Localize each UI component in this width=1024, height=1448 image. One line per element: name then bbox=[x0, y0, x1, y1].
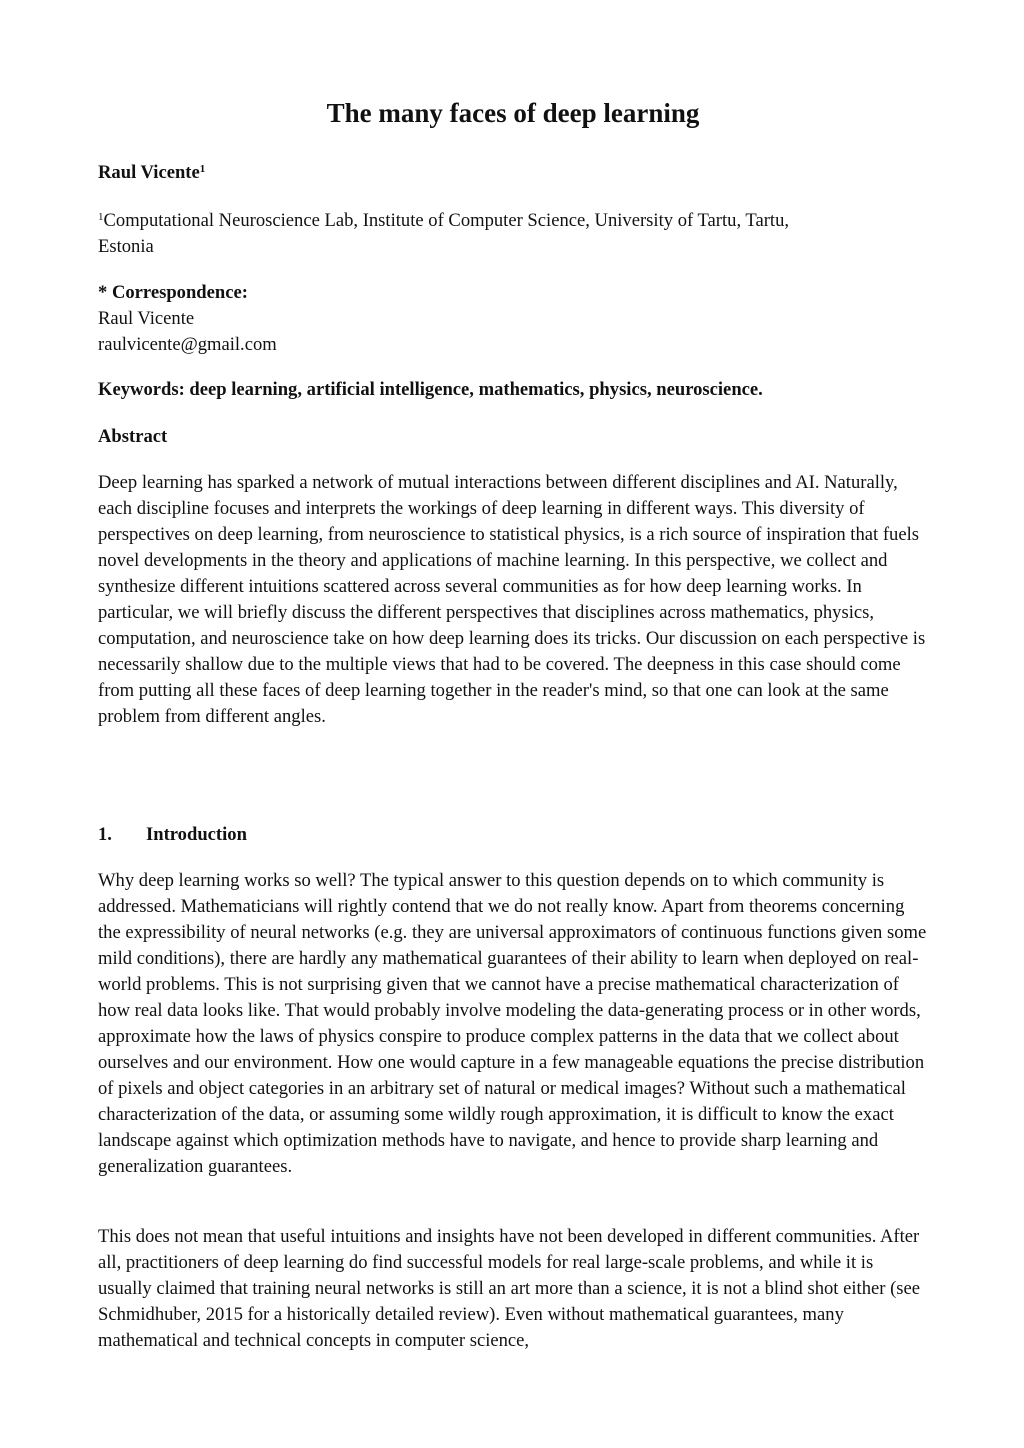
section-number: 1. bbox=[98, 824, 112, 845]
abstract-heading: Abstract bbox=[98, 426, 168, 447]
introduction-paragraph-2: This does not mean that useful intuitions and insights have not been developed in different communities. After all, practitioners of deep learning do find successful models for real large-scale problems, and while it is usually claimed that training neural networks is still an art more than a science, it is not a blind shot either (see Schmidhuber, 2015 for a historically detailed review). Even without mathematical guarantees, many mathematical and technical concepts in computer science, bbox=[98, 1226, 921, 1351]
affiliation bbox=[98, 208, 928, 260]
affiliation-line2: Estonia bbox=[98, 236, 154, 257]
paper-title: The many faces of deep learning bbox=[326, 98, 700, 128]
correspondence-email: raulvicente@gmail.com bbox=[98, 334, 277, 355]
correspondence-heading: * Correspondence: bbox=[98, 282, 248, 303]
section-title: Introduction bbox=[146, 824, 247, 845]
keywords: Keywords: deep learning, artificial intelligence, mathematics, physics, neuroscience. bbox=[98, 379, 763, 400]
introduction-paragraph-1: Why deep learning works so well? The typical answer to this question depends on to which community is addressed. Mathematicians will rightly contend that we do not really know. Apart from theorems concerning the expressibility of neural networks (e.g. they are universal approximators of continuous functions given some mild conditions), there are hardly any mathematical guarantees of their ability to learn when deployed on real-world problems. This is not surprising given that we cannot have a precise mathematical characterization of how real data looks like. That would probably involve modeling the data-generating process or in other words, approximate how the laws of physics conspire to produce complex patterns in the data that we collect about ourselves and our environment. How one would capture in a few manageable equations the precise distribution of pixels and object categories in an arbitrary set of natural or medical images? Without such a mathematical characterization of the data, or assuming some wildly rough approximation, it is difficult to know the exact landscape against which optimization methods have to navigate, and hence to provide sharp learning and generalization guarantees. bbox=[98, 870, 927, 1177]
correspondence bbox=[98, 280, 928, 358]
affiliation-marker: 1 bbox=[98, 211, 104, 223]
correspondence-name: Raul Vicente bbox=[98, 308, 195, 329]
abstract-text: Deep learning has sparked a network of mutual interactions between different disciplines and AI. Naturally, each discipline focuses and interprets the workings of deep learning in different ways. This diversity of perspectives on deep learning, from neuroscience to statistical physics, is a rich source of inspiration that fuels novel developments in the theory and applications of machine learning. In this perspective, we collect and synthesize different intuitions scattered across several communities as for how deep learning works. In particular, we will briefly discuss the different perspectives that disciplines across mathematics, physics, computation, and neuroscience take on how deep learning does its tricks. Our discussion on each perspective is necessarily shallow due to the multiple views that had to be covered. The deepness in this case should come from putting all these faces of deep learning together in the reader's mind, so that one can look at the same problem from different angles. bbox=[98, 472, 926, 727]
section-heading-introduction bbox=[98, 822, 247, 848]
author-affiliation-marker: 1 bbox=[199, 163, 206, 175]
author-line bbox=[98, 160, 928, 186]
author-name: Raul Vicente bbox=[98, 162, 200, 183]
affiliation-line1: Computational Neuroscience Lab, Institute of Computer Science, University of Tartu, Tartu, bbox=[103, 210, 790, 231]
